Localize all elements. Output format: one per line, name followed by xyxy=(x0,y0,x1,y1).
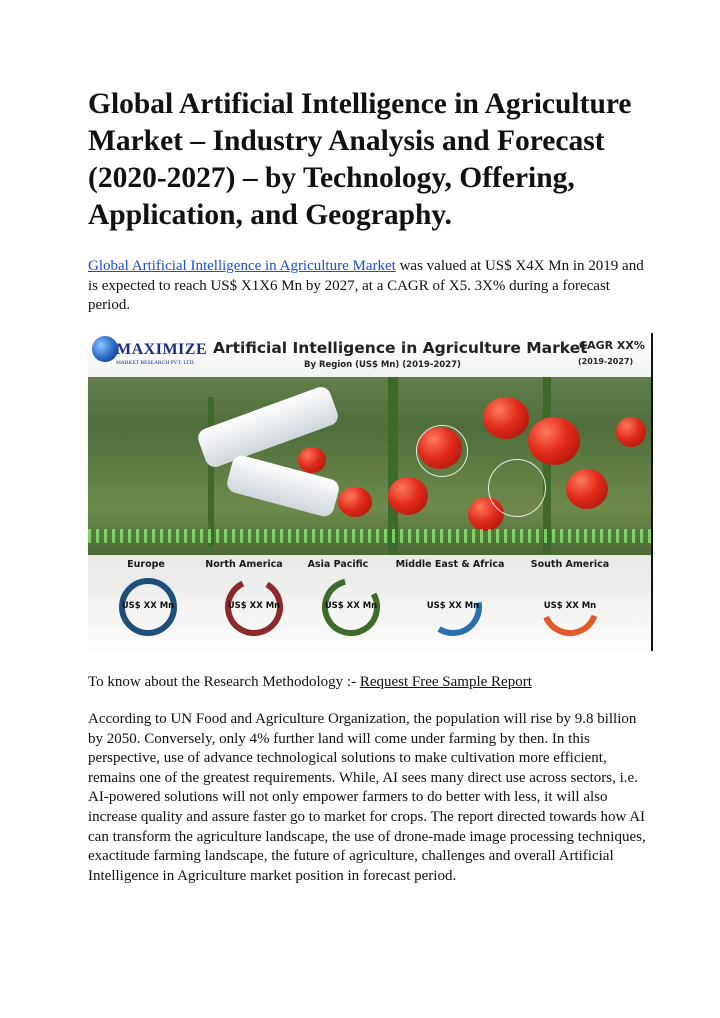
region-ring-asia-pacific xyxy=(321,577,433,649)
cagr-years: (2019-2027) xyxy=(578,357,634,366)
region-value-north-america: US$ XX Mn xyxy=(227,601,281,611)
region-value-south-america: US$ XX Mn xyxy=(543,601,597,611)
globe-logo-icon xyxy=(92,336,118,362)
infographic-title: Artificial Intelligence in Agriculture Market xyxy=(213,339,588,357)
region-name-middle-east-africa: Middle East & Africa xyxy=(395,559,505,570)
logo-subtitle: MARKET RESEARCH PVT. LTD. xyxy=(116,360,195,366)
region-name-asia-pacific: Asia Pacific xyxy=(307,559,369,570)
infographic-border xyxy=(651,333,653,651)
methodology-line xyxy=(88,673,648,693)
market-infographic xyxy=(88,333,653,651)
region-ring-south-america xyxy=(540,577,652,649)
intro-paragraph xyxy=(88,257,648,316)
sample-report-link[interactable]: Request Free Sample Report xyxy=(359,674,532,690)
region-name-south-america: South America xyxy=(530,559,610,570)
market-report-link[interactable]: Global Artificial Intelligence in Agriculture Market xyxy=(88,258,396,274)
methodology-text: To know about the Research Methodology :- xyxy=(88,674,360,690)
cagr-label: CAGR XX% xyxy=(579,339,645,352)
region-ring-north-america xyxy=(224,577,336,649)
infographic-subtitle: By Region (US$ Mn) (2019-2027) xyxy=(304,360,461,370)
page-title: Global Artificial Intelligence in Agriculture Market – Industry Analysis and Forecast (2020-2027) – by Technology, Offering, Application, and Geography. xyxy=(88,88,632,231)
region-name-europe: Europe xyxy=(127,559,165,570)
region-value-middle-east-africa: US$ XX Mn xyxy=(426,601,480,611)
logo-name: MAXIMIZE xyxy=(116,341,208,358)
region-value-europe: US$ XX Mn xyxy=(121,601,175,611)
region-ring-middle-east-africa xyxy=(423,577,535,649)
scan-line xyxy=(88,529,653,543)
intro-text: was valued at US$ X4X Mn in 2019 and is expected to reach US$ X1X6 Mn by 2027, at a CAGR of X5. 3X% during a forecast period. xyxy=(88,258,644,314)
infographic-header xyxy=(88,333,653,377)
region-ring-europe xyxy=(118,577,230,649)
region-name-north-america: North America xyxy=(205,559,283,570)
region-value-asia-pacific: US$ XX Mn xyxy=(324,601,378,611)
body-paragraph: According to UN Food and Agriculture Organization, the population will rise by 9.8 billion by 2050. Conversely, only 4% further land will come under farming by then. In this perspective, use of advance technological solutions to make cultivation more efficient, remains one of the greatest requirements. While, AI sees many direct use across sectors, i.e. AI-powered solutions will not only empower farmers to do better with less, it will also increase quality and assure faster go to market for crops. The report directed towards how AI can transform the agriculture landscape, the use of drone-made image processing techniques, exactitude farming landscape, the future of agriculture, challenges and overall Artificial Intelligence in Agriculture market position in forecast period. xyxy=(88,711,646,884)
